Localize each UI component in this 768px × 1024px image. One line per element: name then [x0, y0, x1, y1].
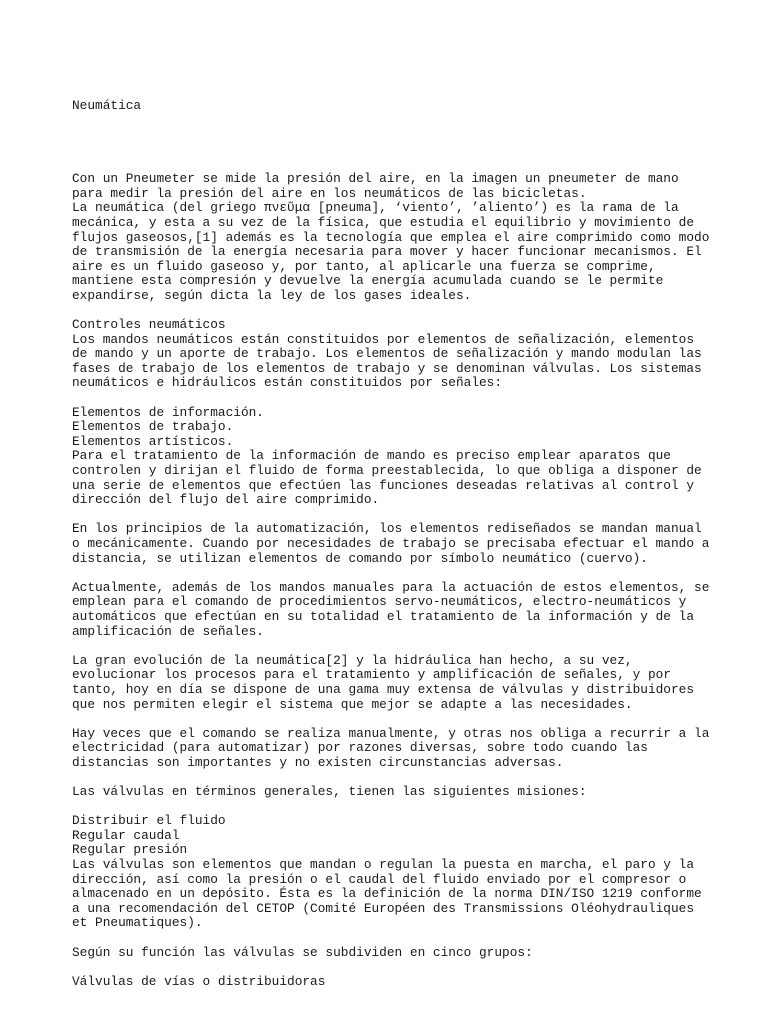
paragraph [72, 579, 710, 639]
text-line: Las válvulas en términos generales, tienen las siguientes misiones: [72, 784, 587, 800]
paragraph-spacer [72, 800, 702, 815]
text-line: Con un Pneumeter se mide la presión del aire, en la imagen un pneumeter de mano [72, 171, 679, 187]
paragraph-spacer [72, 566, 702, 581]
text-line: almacenado en un depósito. Ésta es la definición de la norma DIN/ISO 1219 conforme [72, 886, 702, 902]
text-line: dirección, así como la presión o el caudal del fluido enviado por el compresor o [72, 871, 687, 887]
paragraph [72, 521, 710, 566]
text-line: amplificación de señales. [72, 623, 264, 639]
paragraph [72, 725, 710, 771]
text-line: para medir la presión del aire en los neumáticos de las bicicletas. [72, 185, 587, 201]
text-line: Regular presión [72, 842, 188, 858]
text-line: aire es un fluido gaseoso y, por tanto, al aplicarle una fuerza se comprime, [72, 258, 656, 274]
paragraph-spacer [72, 960, 702, 975]
text-line: electricidad (para automatizar) por razones diversas, sobre todo cuando las [72, 740, 648, 756]
text-line: o mecánicamente. Cuando por necesidades de trabajo se precisaba efectuar el mando a [72, 536, 710, 551]
paragraph [72, 946, 702, 961]
paragraph-spacer [72, 771, 702, 786]
text-line: Elementos de trabajo. [72, 419, 234, 435]
text-line: emplean para el comando de procedimientos servo-neumáticos, electro-neumáticos y [72, 594, 687, 610]
paragraph [72, 654, 702, 712]
document-body [72, 143, 710, 989]
text-line: mecánica, y esta a su vez de la física, que estudia el equilibrio y movimiento de [72, 214, 695, 230]
paragraph [72, 406, 702, 508]
text-line: Hay veces que el comando se realiza manualmente, y otras nos obliga a recurrir a la [72, 725, 710, 741]
text-line: En los principios de la automatización, los elementos rediseñados se mandan manual [72, 521, 702, 537]
text-line: de transmisión de la energía necesaria para mover y hacer funcionar mecanismos. El [72, 244, 702, 260]
text-line: La gran evolución de la neumática[2] y la hidráulica han hecho, a su vez, [72, 652, 633, 668]
paragraph-spacer [72, 508, 702, 523]
text-line: dirección del flujo del aire comprimido. [72, 492, 380, 508]
paragraph [72, 171, 710, 303]
paragraph [72, 318, 702, 391]
text-line: de mando y un aporte de trabajo. Los elementos de señalización y mando modulan las [72, 346, 702, 362]
paragraph [72, 785, 702, 800]
text-line: Actualmente, además de los mandos manuales para la actuación de estos elementos, se [72, 579, 710, 595]
text-line: automáticos que efectúan en su totalidad el tratamiento de la información y de la [72, 608, 695, 624]
document-page [72, 70, 710, 1004]
document-title: Neumática [72, 98, 142, 114]
text-line: Elementos artísticos. [72, 433, 234, 449]
text-line: La neumática (del griego πνεῦμα [pneuma], ‘viento’, ’aliento’) es la rama de la [72, 200, 679, 216]
paragraph [72, 814, 702, 931]
text-line: distancias son importantes y no existen circunstancias adversas. [72, 754, 564, 770]
text-line: evolucionar los procesos para el tratamiento y amplificación de señales, y por [72, 667, 671, 683]
text-line: expandirse, según dicta la ley de los gases ideales. [72, 287, 472, 303]
text-line: et Pneumatiques). [72, 915, 203, 931]
text-line: una serie de elementos que efectúen las funciones deseadas relativas al control y [72, 477, 695, 493]
paragraph-spacer [72, 931, 702, 946]
paragraph-spacer [72, 304, 702, 319]
text-line: neumáticos e hidráulicos están constituidos por señales: [72, 375, 503, 391]
text-line: flujos gaseosos,[1] además es la tecnología que emplea el aire comprimido como modo [72, 229, 710, 245]
paragraph-spacer [72, 639, 702, 654]
text-line: Controles neumáticos [72, 317, 226, 333]
text-line: fases de trabajo de los elementos de trabajo y se denominan válvulas. Los sistemas [72, 360, 702, 376]
text-line: Válvulas de vías o distribuidoras [72, 973, 326, 989]
text-line: Según su función las válvulas se subdividen en cinco grupos: [72, 944, 533, 960]
text-line: Elementos de información. [72, 404, 264, 420]
text-line: Distribuir el fluido [72, 813, 226, 829]
text-line: tanto, hoy en día se dispone de una gama muy extensa de válvulas y distribuidores [72, 681, 695, 697]
text-line: que nos permiten elegir el sistema que mejor se adapte a las necesidades. [72, 696, 633, 712]
text-line: controlen y dirijan el fluido de forma preestablecida, lo que obliga a disponer de [72, 463, 702, 479]
paragraph [72, 975, 702, 990]
text-line: mantiene esta compresión y devuelve la energía acumulada cuando se le permite [72, 273, 664, 289]
text-line: Los mandos neumáticos están constituidos por elementos de señalización, elementos [72, 331, 695, 347]
paragraph-spacer [72, 391, 702, 406]
text-line: Regular caudal [72, 827, 180, 843]
paragraph-spacer [72, 712, 702, 727]
paragraph-spacer [72, 143, 702, 172]
text-line: Para el tratamiento de la información de mando es preciso emplear aparatos que [72, 448, 671, 464]
text-line: a una recomendación del CETOP (Comité Européen des Transmissions Oléohydrauliques [72, 900, 695, 916]
text-line: Las válvulas son elementos que mandan o regulan la puesta en marcha, el paro y la [72, 857, 695, 873]
text-line: distancia, se utilizan elementos de comando por símbolo neumático (cuervo). [72, 550, 648, 566]
